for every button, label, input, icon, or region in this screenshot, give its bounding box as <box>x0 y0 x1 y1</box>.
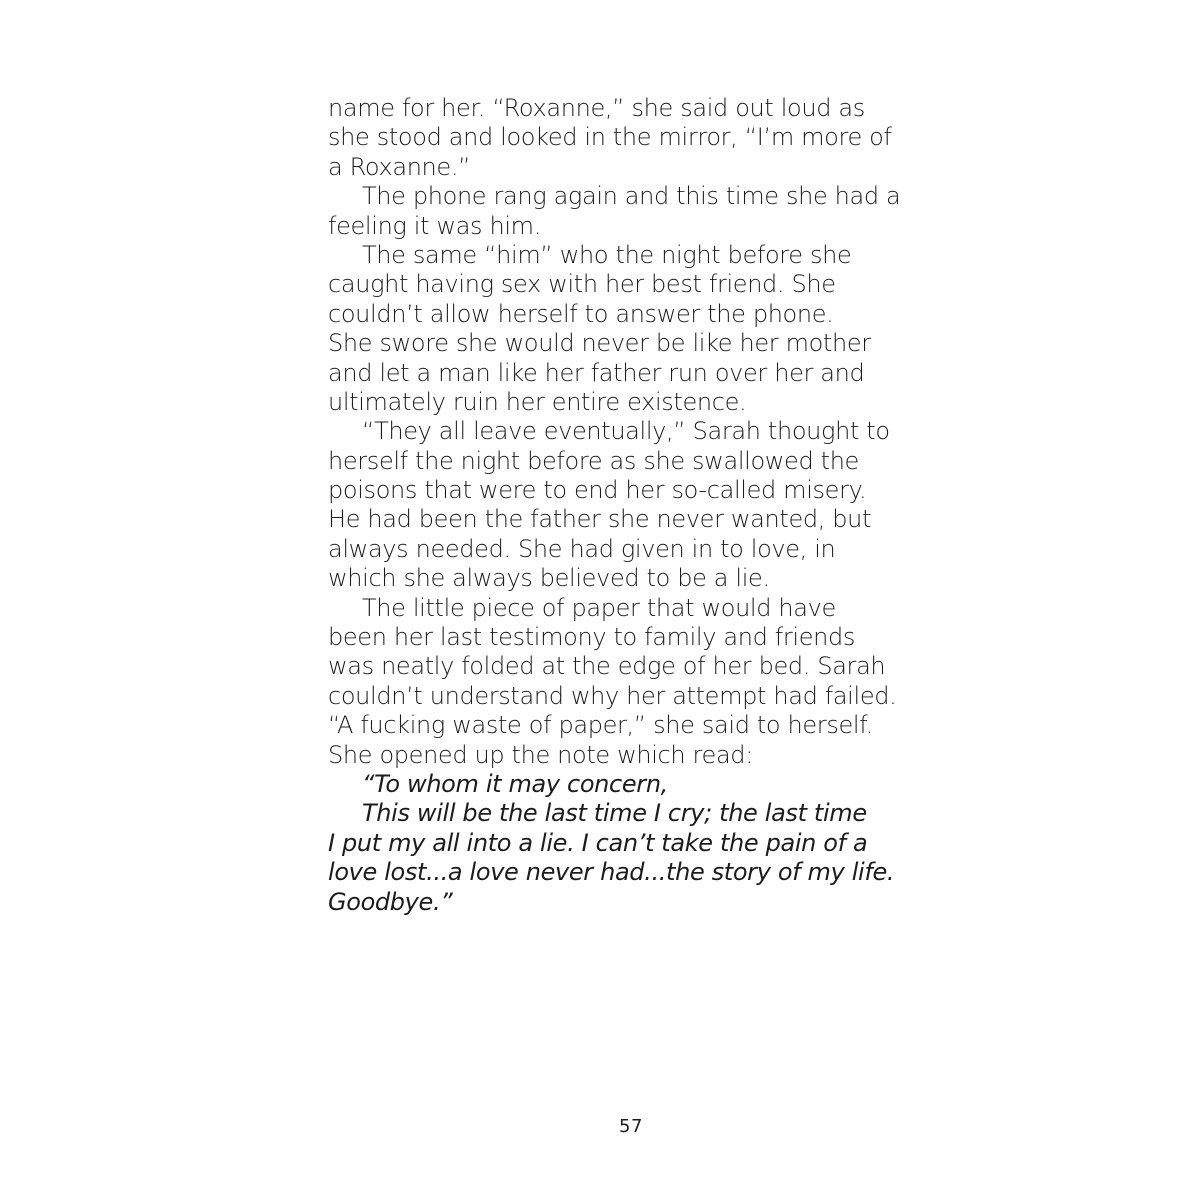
text-line: “A fucking waste of paper,” she said to herself. <box>328 711 873 740</box>
text-line: and let a man like her father run over her and <box>328 358 865 387</box>
text-line: She swore she would never be like her mother <box>328 329 871 358</box>
text-line: poisons that were to end her so-called misery. <box>328 476 867 505</box>
text-line: “They all leave eventually,” Sarah thought to <box>362 417 890 446</box>
text-line: was neatly folded at the edge of her bed. Sarah <box>328 652 886 681</box>
text-line: The phone rang again and this time she had a <box>362 182 901 211</box>
text-line: The same “him” who the night before she <box>362 240 852 269</box>
text-line: Goodbye.” <box>328 887 453 916</box>
page-number: 57 <box>619 1116 643 1137</box>
text-line: ultimately ruin her entire existence. <box>328 387 747 416</box>
text-line: she stood and looked in the mirror, “I’m more of <box>328 123 892 152</box>
text-line: “To whom it may concern, <box>362 769 668 798</box>
text-line: always needed. She had given in to love, in <box>328 534 836 563</box>
text-line: caught having sex with her best friend. She <box>328 270 836 299</box>
text-line: This will be the last time I cry; the last time <box>362 799 867 828</box>
text-line: I put my all into a lie. I can’t take the pain of a <box>328 828 868 857</box>
text-line: The little piece of paper that would have <box>362 593 836 622</box>
text-line: herself the night before as she swallowed the <box>328 446 859 475</box>
text-line: feeling it was him. <box>328 211 541 240</box>
text-line: He had been the father she never wanted, but <box>328 505 872 534</box>
text-line: a Roxanne.” <box>328 152 471 181</box>
text-line: couldn’t allow herself to answer the phone. <box>328 299 834 328</box>
text-line: which she always believed to be a lie. <box>328 564 770 593</box>
text-line: name for her. “Roxanne,” she said out loud as <box>328 94 865 122</box>
text-line: love lost...a love never had...the story of my life. <box>328 858 895 887</box>
text-line: She opened up the note which read: <box>328 740 753 769</box>
text-line: couldn’t understand why her attempt had failed. <box>328 681 897 710</box>
body-text <box>328 94 948 917</box>
text-line: been her last testimony to family and friends <box>328 623 856 652</box>
